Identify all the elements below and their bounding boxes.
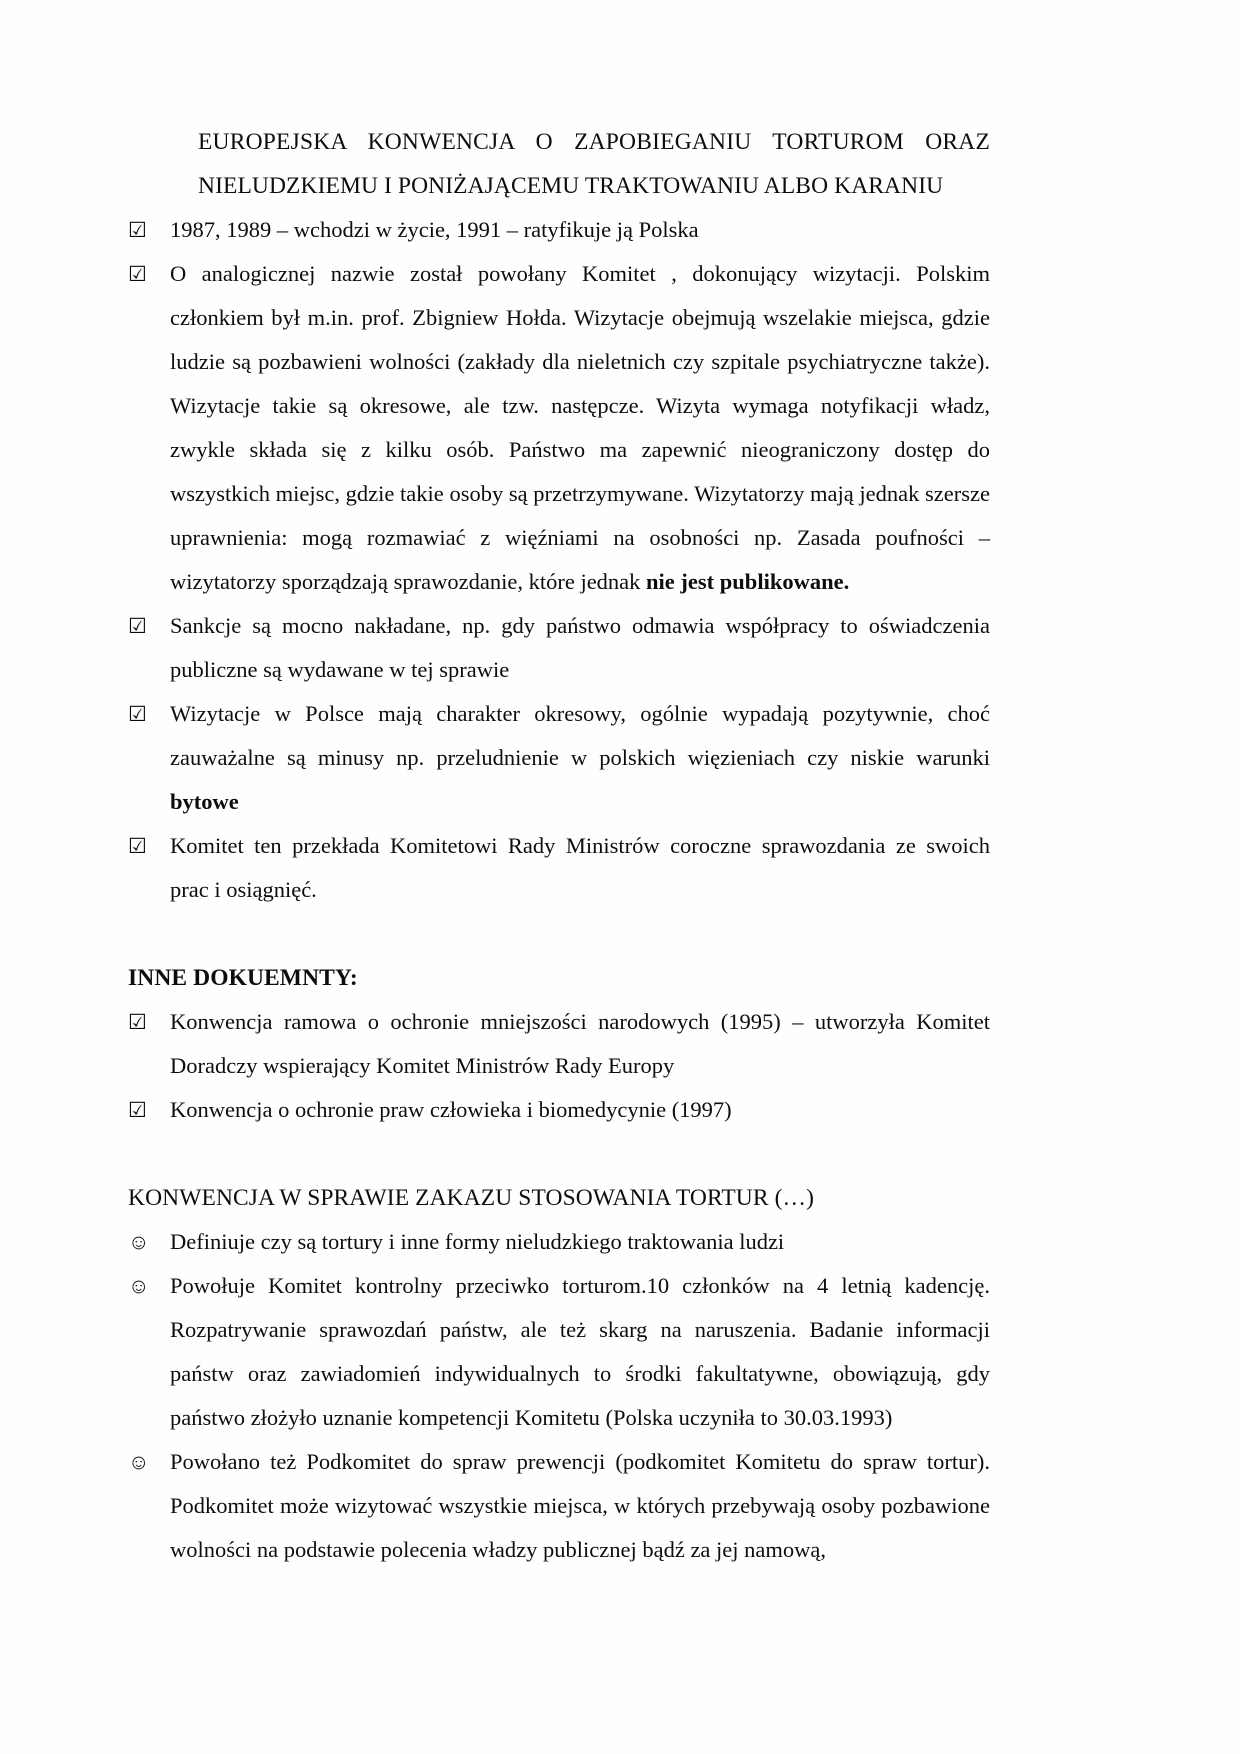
- checkbox-icon: ☑: [128, 614, 147, 638]
- checkbox-icon: ☑: [128, 1098, 147, 1122]
- list-item-label: Sankcje są mocno nakładane, np. gdy państwo odmawia współpracy to oświadczenia publiczne są wydawane w tej sprawie: [170, 613, 990, 682]
- checkbox-icon: ☑: [128, 1010, 147, 1034]
- list-item: [128, 1440, 990, 1572]
- section-spacer: [128, 912, 990, 956]
- smiley-icon: ☺: [128, 1230, 150, 1254]
- section-spacer: [128, 1132, 990, 1176]
- list-item-label: Konwencja ramowa o ochronie mniejszości narodowych (1995) – utworzyła Komitet Doradczy wspierający Komitet Ministrów Rady Europy: [170, 1009, 990, 1078]
- list-item-label-emphasis: bytowe: [170, 789, 239, 814]
- list-item-label: Powołuje Komitet kontrolny przeciwko torturom.10 członków na 4 letnią kadencję. Rozpatrywanie sprawozdań państw, ale też skarg na naruszenia. Badanie informacji państw oraz zawiadomień indywidualnych to środki fakultatywne, obowiązują, gdy państwo złożyło uznanie kompetencji Komitetu (Polska uczyniła to 30.03.1993): [170, 1273, 990, 1430]
- section-heading-inne-dokuemnty: INNE DOKUEMNTY:: [128, 965, 358, 991]
- document-title-line-2: NIELUDZKIEMU I PONIŻAJĄCEMU TRAKTOWANIU ALBO KARANIU: [198, 173, 944, 199]
- list-item-label: Komitet ten przekłada Komitetowi Rady Ministrów coroczne sprawozdania ze swoich prac i osiągnięć.: [170, 833, 990, 902]
- checkbox-icon: ☑: [128, 702, 147, 726]
- list-item: [128, 692, 990, 824]
- list-item: [128, 1000, 990, 1088]
- document-content: [128, 120, 990, 1572]
- list-item-label: Wizytacje w Polsce mają charakter okresowy, ogólnie wypadają pozytywnie, choć zauważalne są minusy np. przeludnienie w polskich więzieniach czy niskie warunki: [170, 701, 990, 770]
- section-3-list: [128, 1220, 990, 1572]
- list-item-label: 1987, 1989 – wchodzi w życie, 1991 – ratyfikuje ją Polska: [170, 217, 699, 242]
- smiley-icon: ☺: [128, 1274, 150, 1298]
- checkbox-icon: ☑: [128, 218, 147, 242]
- list-item-label: Definiuje czy są tortury i inne formy nieludzkiego traktowania ludzi: [170, 1229, 785, 1254]
- list-item: [128, 604, 990, 692]
- checkbox-icon: ☑: [128, 262, 147, 286]
- list-item-label: Konwencja o ochronie praw człowieka i biomedycynie (1997): [170, 1097, 732, 1122]
- section-heading-konwencja-tortury: KONWENCJA W SPRAWIE ZAKAZU STOSOWANIA TORTUR (…): [128, 1185, 815, 1211]
- list-item-label: O analogicznej nazwie został powołany Komitet , dokonujący wizytacji. Polskim członkiem był m.in. prof. Zbigniew Hołda. Wizytacje obejmują wszelakie miejsca, gdzie ludzie są pozbawieni wolności (zakłady dla nieletnich czy szpitale psychiatryczne także). Wizytacje takie są okresowe, ale tzw. następcze. Wizyta wymaga notyfikacji władz, zwykle składa się z kilku osób. Państwo ma zapewnić nieograniczony dostęp do wszystkich miejsc, gdzie takie osoby są przetrzymywane. Wizytatorzy mają jednak szersze uprawnienia: mogą rozmawiać z więźniami na osobności np. Zasada poufności – wizytatorzy sporządzają sprawozdanie, które jednak: [170, 261, 990, 594]
- list-item-label: Powołano też Podkomitet do spraw prewencji (podkomitet Komitetu do spraw tortur). Podkomitet może wizytować wszystkie miejsca, w których przebywają osoby pozbawione wolności na podstawie polecenia władzy publicznej bądź za jej namową,: [170, 1449, 990, 1562]
- list-item: [128, 1220, 990, 1264]
- section-1-list: [128, 208, 990, 912]
- list-item: [128, 208, 990, 252]
- document-title-line-1: EUROPEJSKA KONWENCJA O ZAPOBIEGANIU TORTUROM ORAZ: [198, 129, 990, 155]
- list-item-label-emphasis: nie jest publikowane.: [646, 569, 850, 594]
- list-item: [128, 1264, 990, 1440]
- smiley-icon: ☺: [128, 1450, 150, 1474]
- section-2-list: [128, 1000, 990, 1132]
- list-item: [128, 824, 990, 912]
- list-item: [128, 252, 990, 604]
- list-item: [128, 1088, 990, 1132]
- checkbox-icon: ☑: [128, 834, 147, 858]
